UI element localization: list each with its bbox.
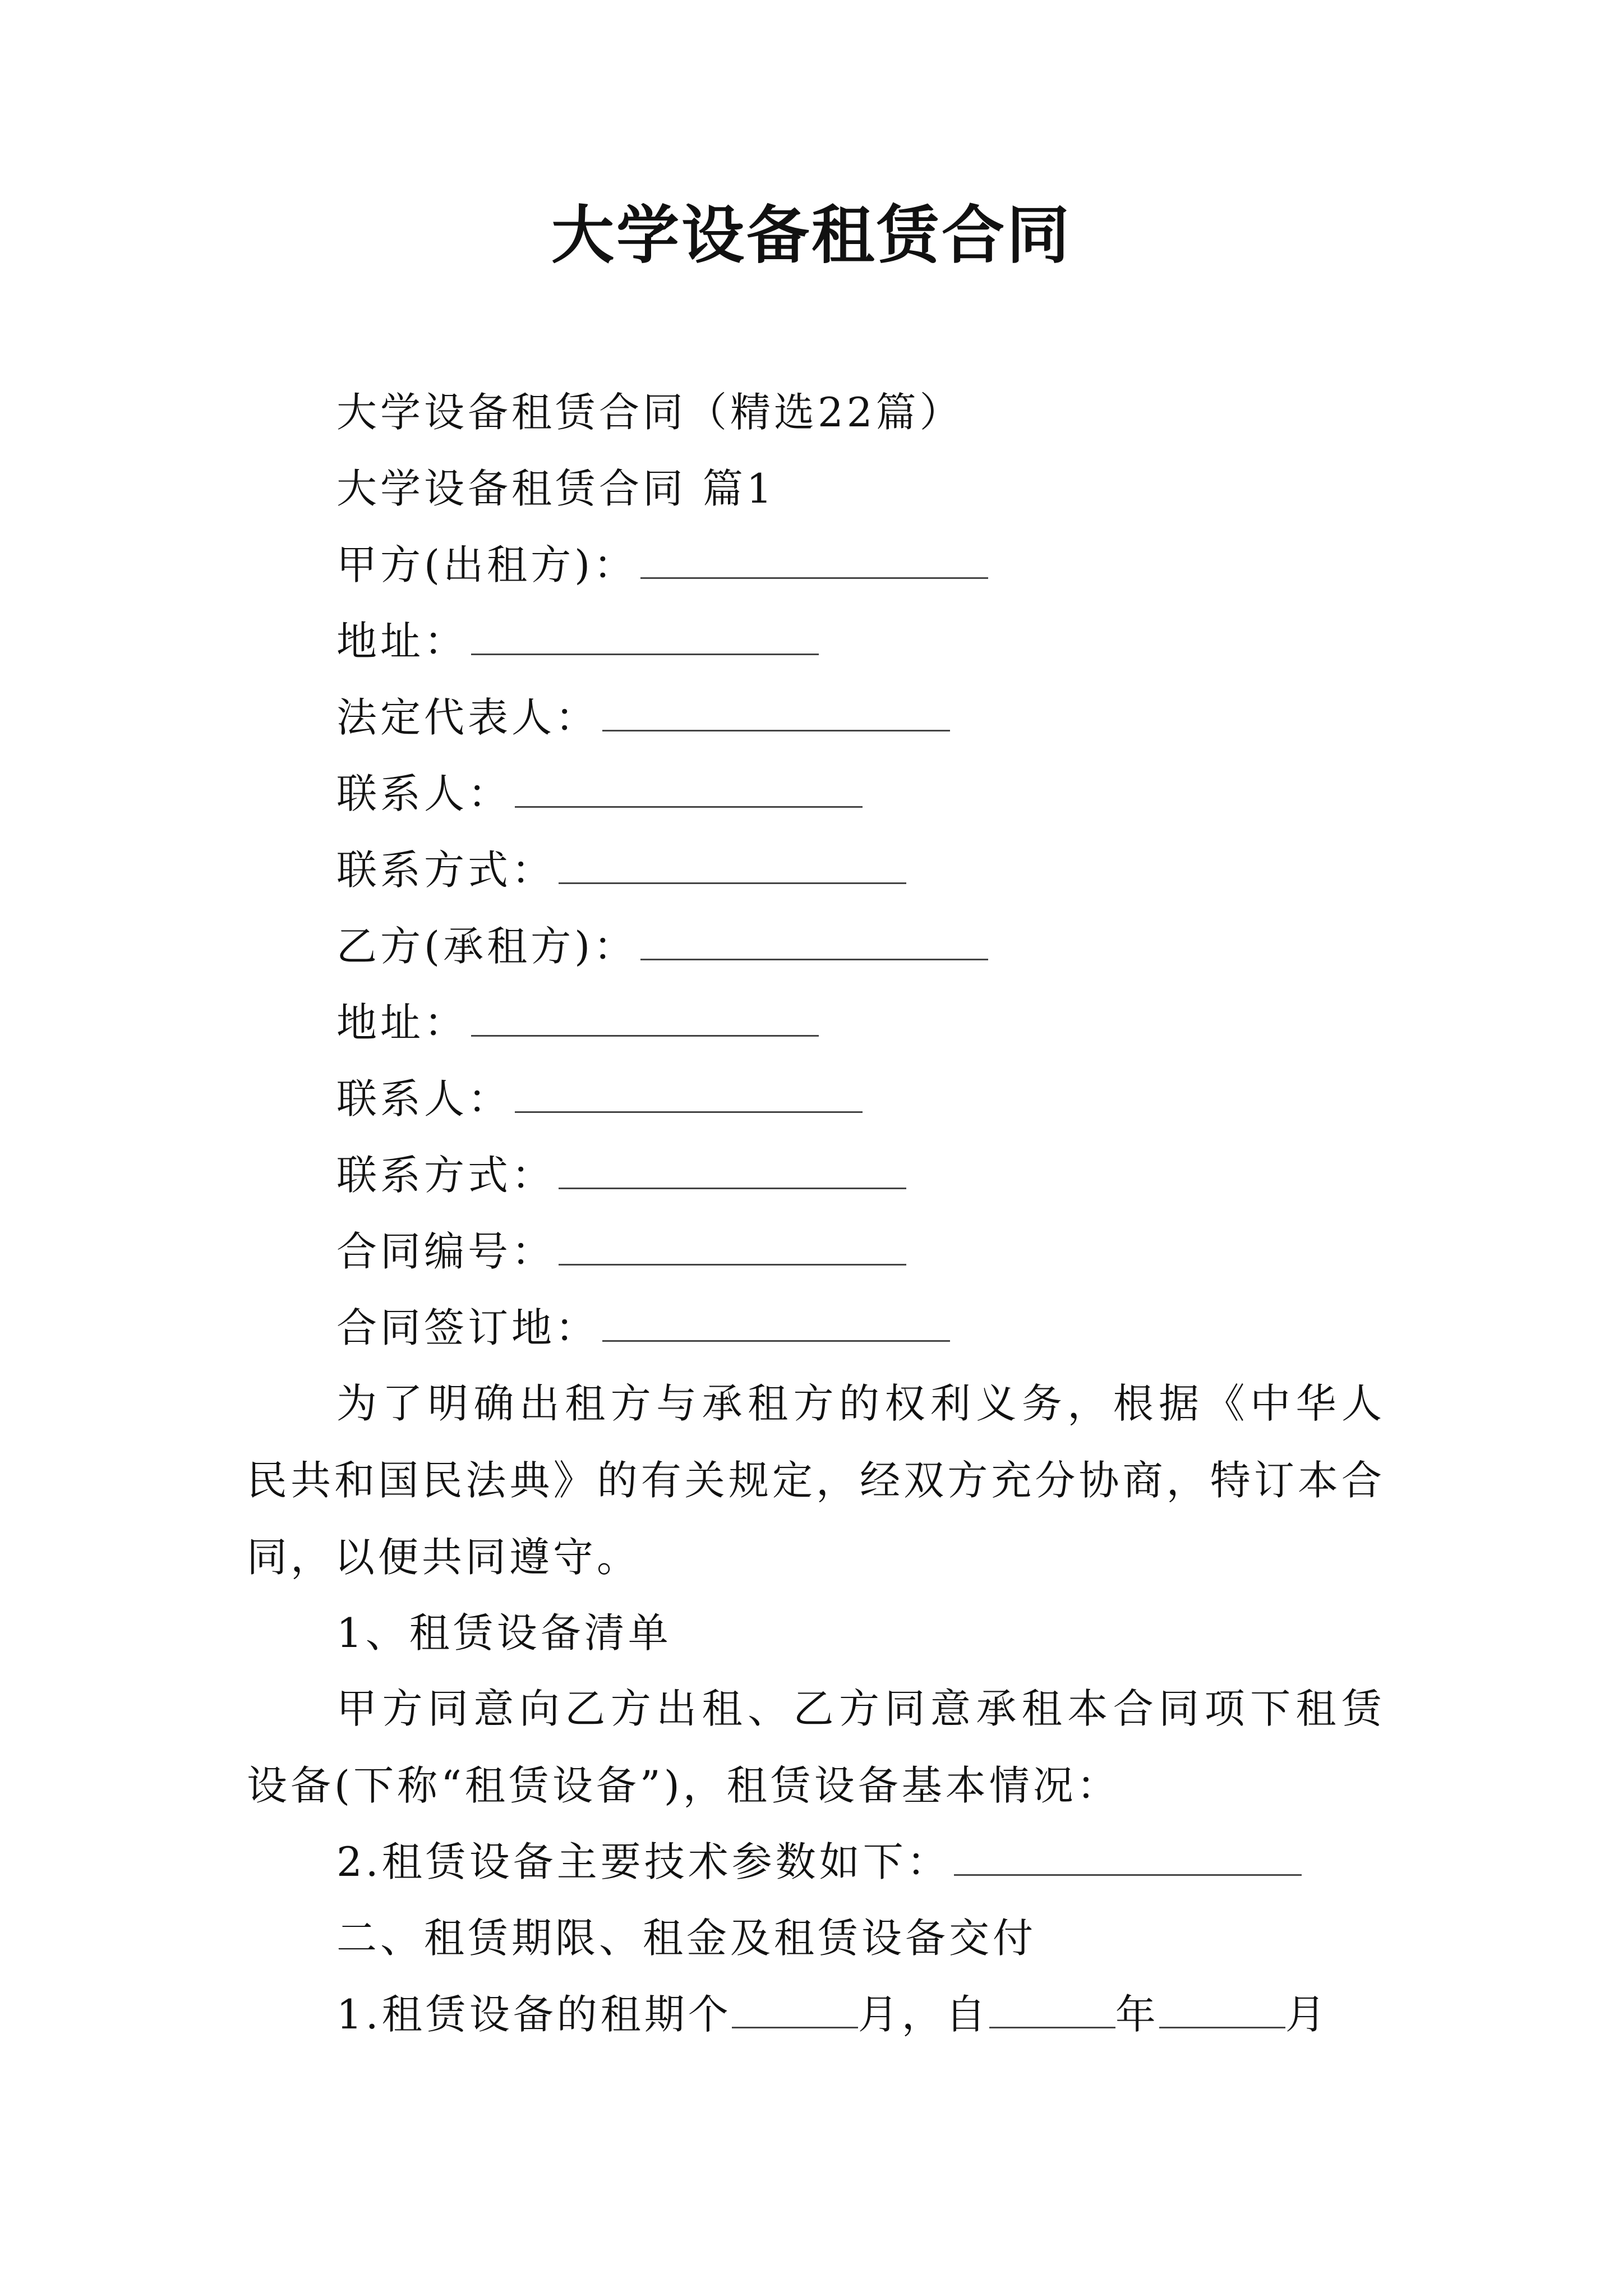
party-b-blank <box>640 924 988 960</box>
party-a-contact-method-row <box>336 845 906 895</box>
party-a-label: 甲方(出租方)： <box>336 541 638 588</box>
party-b-contact-method-blank <box>559 1153 906 1189</box>
rental-year-blank <box>989 1992 1115 2028</box>
party-a-contact-blank <box>515 771 863 808</box>
section2-heading: 二、租赁期限、租金及租赁设备交付 <box>336 1915 1037 1962</box>
contract-no-row <box>336 1226 906 1277</box>
party-b-label: 乙方(承租方)： <box>336 923 638 970</box>
rental-month-text: 月 <box>1285 1991 1329 2038</box>
party-b-contact-blank <box>515 1076 863 1113</box>
section1-heading: 1、租赁设备清单 <box>336 1609 672 1657</box>
party-b-address-row <box>336 997 819 1048</box>
party-b-contact-method-row <box>336 1150 906 1200</box>
party-a-legal-rep-label: 法定代表人： <box>336 694 600 741</box>
section1-paragraph: 甲方同意向乙方出租、乙方同意承租本合同项下租赁设备(下称“租赁设备”)，租赁设备基本情况： <box>247 1685 1385 1809</box>
section1-item2-label: 2.租赁设备主要技术参数如下： <box>336 1838 951 1885</box>
party-a-address-blank <box>471 619 819 655</box>
rental-from-text: 月，自 <box>857 1991 989 2038</box>
chapter-heading: 大学设备租赁合同 篇1 <box>336 465 776 512</box>
section1-item2-row <box>336 1837 1302 1887</box>
party-b-address-blank <box>471 1000 819 1037</box>
party-b-contact-row <box>336 1074 863 1124</box>
preamble-paragraph: 为了明确出租方与承租方的权利义务，根据《中华人民共和国民法典》的有关规定，经双方充分协商，特订本合同，以便共同遵守。 <box>247 1380 1385 1581</box>
party-a-row <box>336 540 988 590</box>
party-a-contact-label: 联系人： <box>336 770 512 817</box>
signing-place-label: 合同签订地： <box>336 1304 600 1351</box>
section1-item2-blank <box>954 1839 1302 1876</box>
rental-year-text: 年 <box>1115 1991 1159 2038</box>
party-b-row <box>336 921 988 972</box>
party-b-contact-method-label: 联系方式： <box>336 1152 556 1199</box>
rental-months-blank <box>732 1992 858 2028</box>
party-a-contact-method-label: 联系方式： <box>336 846 556 894</box>
party-a-contact-row <box>336 769 863 819</box>
signing-place-row <box>336 1303 950 1353</box>
party-a-blank <box>640 542 988 579</box>
party-a-address-row <box>336 616 819 666</box>
contract-no-label: 合同编号： <box>336 1228 556 1275</box>
document-subtitle: 大学设备租赁合同（精选22篇） <box>336 389 963 436</box>
rental-month-blank <box>1159 1992 1285 2028</box>
party-a-legal-rep-row <box>336 692 950 743</box>
signing-place-blank <box>602 1305 950 1342</box>
document-title: 大学设备租赁合同 <box>551 199 1072 272</box>
party-b-address-label: 地址： <box>336 999 468 1046</box>
section2-item1-row <box>336 1989 1329 2040</box>
contract-no-blank <box>559 1229 906 1266</box>
party-b-contact-label: 联系人： <box>336 1075 512 1122</box>
rental-term-text: 1.租赁设备的租期个 <box>336 1991 732 2038</box>
party-a-address-label: 地址： <box>336 618 468 665</box>
party-a-legal-rep-blank <box>602 695 950 731</box>
party-a-contact-method-blank <box>559 848 906 884</box>
